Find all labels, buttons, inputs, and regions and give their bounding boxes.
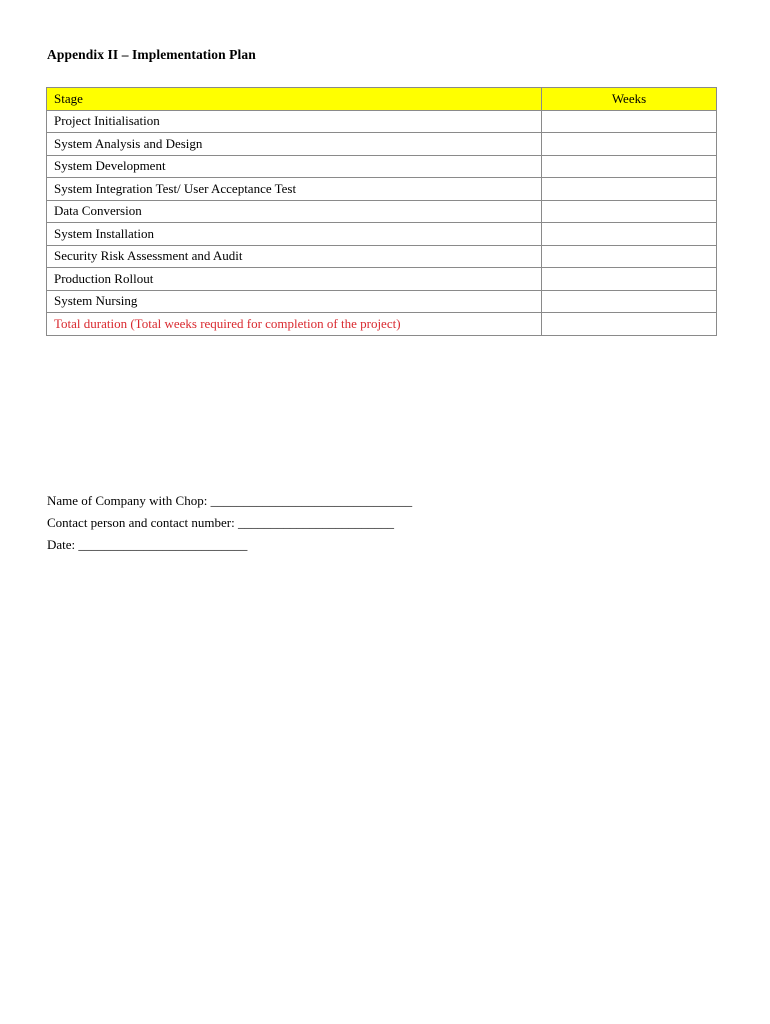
stage-cell: System Installation — [47, 223, 542, 246]
column-header-stage: Stage — [47, 88, 542, 111]
table-header-row — [47, 88, 717, 111]
weeks-cell[interactable] — [542, 223, 717, 246]
stage-cell: Security Risk Assessment and Audit — [47, 245, 542, 268]
company-chop-line: Name of Company with Chop: _______________________________ — [47, 493, 413, 508]
stage-cell: System Integration Test/ User Acceptance Test — [47, 178, 542, 201]
stage-cell: System Nursing — [47, 290, 542, 313]
weeks-cell[interactable] — [542, 178, 717, 201]
stage-cell: Production Rollout — [47, 268, 542, 291]
contact-person-line: Contact person and contact number: ________________________ — [47, 515, 394, 530]
weeks-cell[interactable] — [542, 268, 717, 291]
stage-cell: System Analysis and Design — [47, 133, 542, 156]
stage-cell: System Development — [47, 155, 542, 178]
weeks-cell[interactable] — [542, 110, 717, 133]
date-line: Date: __________________________ — [47, 537, 248, 552]
table-row — [47, 155, 717, 178]
total-duration-label: Total duration (Total weeks required for completion of the project) — [47, 313, 542, 336]
table-row — [47, 133, 717, 156]
weeks-cell[interactable] — [542, 200, 717, 223]
table-row — [47, 223, 717, 246]
weeks-cell[interactable] — [542, 245, 717, 268]
stage-cell: Project Initialisation — [47, 110, 542, 133]
weeks-cell[interactable] — [542, 155, 717, 178]
total-weeks-cell[interactable] — [542, 313, 717, 336]
table-row — [47, 110, 717, 133]
table-row — [47, 245, 717, 268]
stage-cell: Data Conversion — [47, 200, 542, 223]
weeks-cell[interactable] — [542, 133, 717, 156]
total-duration-row — [47, 313, 717, 336]
page-title: Appendix II – Implementation Plan — [47, 47, 256, 62]
implementation-plan-table — [46, 87, 717, 336]
weeks-cell[interactable] — [542, 290, 717, 313]
column-header-weeks: Weeks — [542, 88, 717, 111]
table-row — [47, 290, 717, 313]
table-row — [47, 178, 717, 201]
table-row — [47, 268, 717, 291]
table-row — [47, 200, 717, 223]
